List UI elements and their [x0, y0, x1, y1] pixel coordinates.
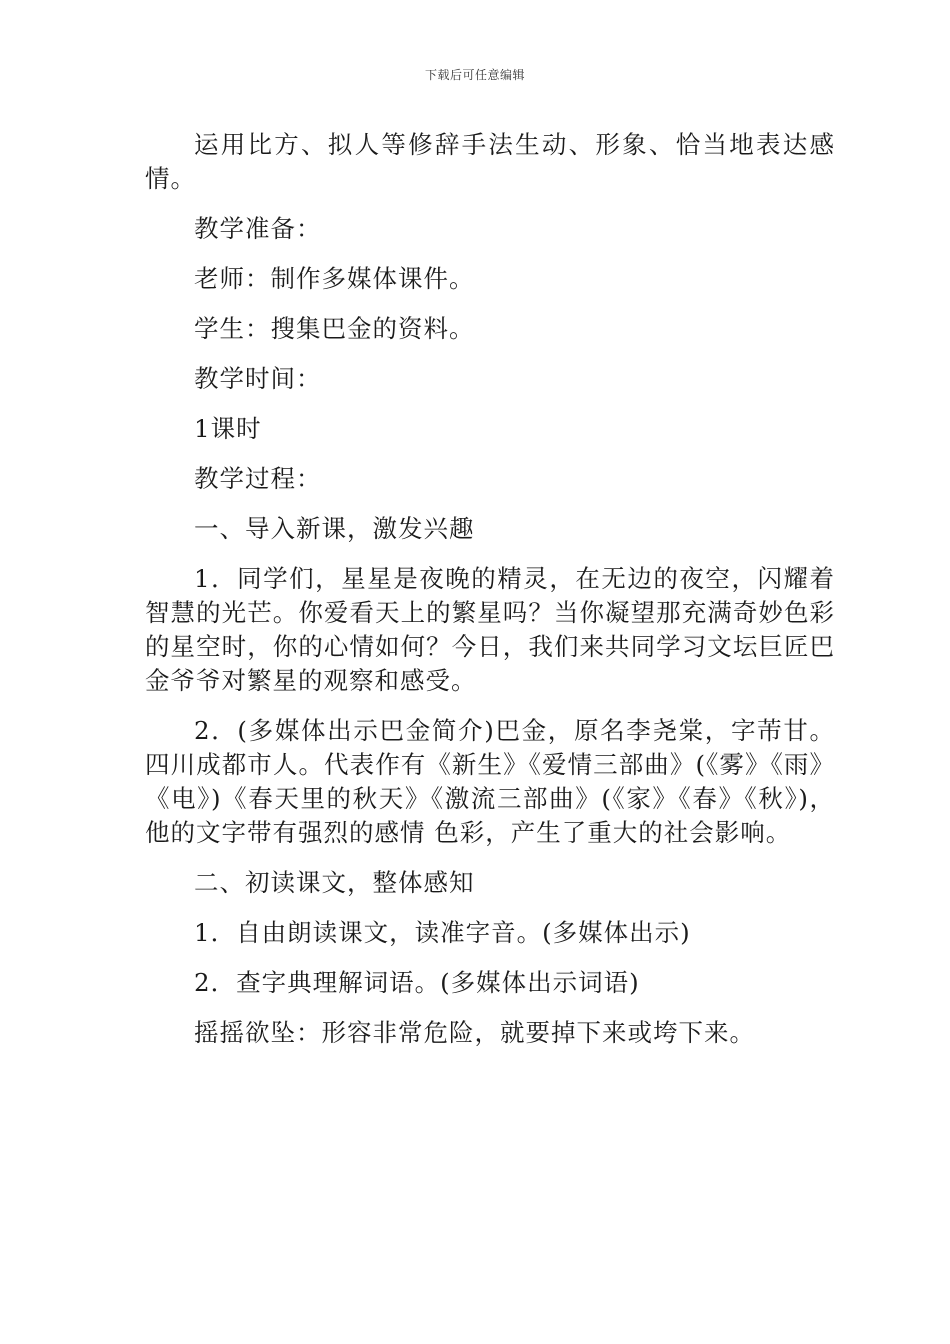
document-body [145, 128, 835, 1066]
paragraph-teacher-prep: 老师：制作多媒体课件。 [194, 264, 475, 293]
paragraph-bajin-intro: 2．(多媒体出示巴金简介)巴金，原名李尧棠，字芾甘。四川成都市人。代表作有《新生》《爱情三部曲》(《雾》《雨》《电》)《春天里的秋天》《激流三部曲》(《家》《春》《秋》)，他的文字带有强烈的感情 色彩，产生了重大的社会影响。 [145, 716, 835, 847]
heading-teaching-process: 教学过程： [194, 464, 322, 493]
heading-teaching-time: 教学时间： [194, 364, 322, 393]
paragraph-read-aloud: 1．自由朗读课文，读准字音。(多媒体出示) [194, 918, 691, 947]
paragraph-student-prep: 学生：搜集巴金的资料。 [194, 314, 475, 343]
section-heading-intro: 一、导入新课，激发兴趣 [194, 514, 475, 543]
paragraph-rhetoric: 运用比方、拟人等修辞手法生动、形象、恰当地表达感情。 [145, 130, 835, 193]
page-header: 下载后可任意编辑 [424, 68, 525, 82]
paragraph-vocabulary-definition: 摇摇欲坠：形容非常危险，就要掉下来或垮下来。 [194, 1018, 755, 1047]
paragraph-lesson-count: 1课时 [194, 414, 262, 443]
heading-teaching-preparation: 教学准备： [194, 214, 322, 243]
paragraph-intro-stars: 1．同学们，星星是夜晚的精灵，在无边的夜空，闪耀着智慧的光芒。你爱看天上的繁星吗？当你凝望那充满奇妙色彩的星空时，你的心情如何？今日，我们来共同学习文坛巨匠巴金爷爷对繁星的观察和感受。 [145, 564, 835, 695]
section-heading-first-reading: 二、初读课文，整体感知 [194, 868, 475, 897]
paragraph-dictionary: 2．查字典理解词语。(多媒体出示词语) [194, 968, 640, 997]
